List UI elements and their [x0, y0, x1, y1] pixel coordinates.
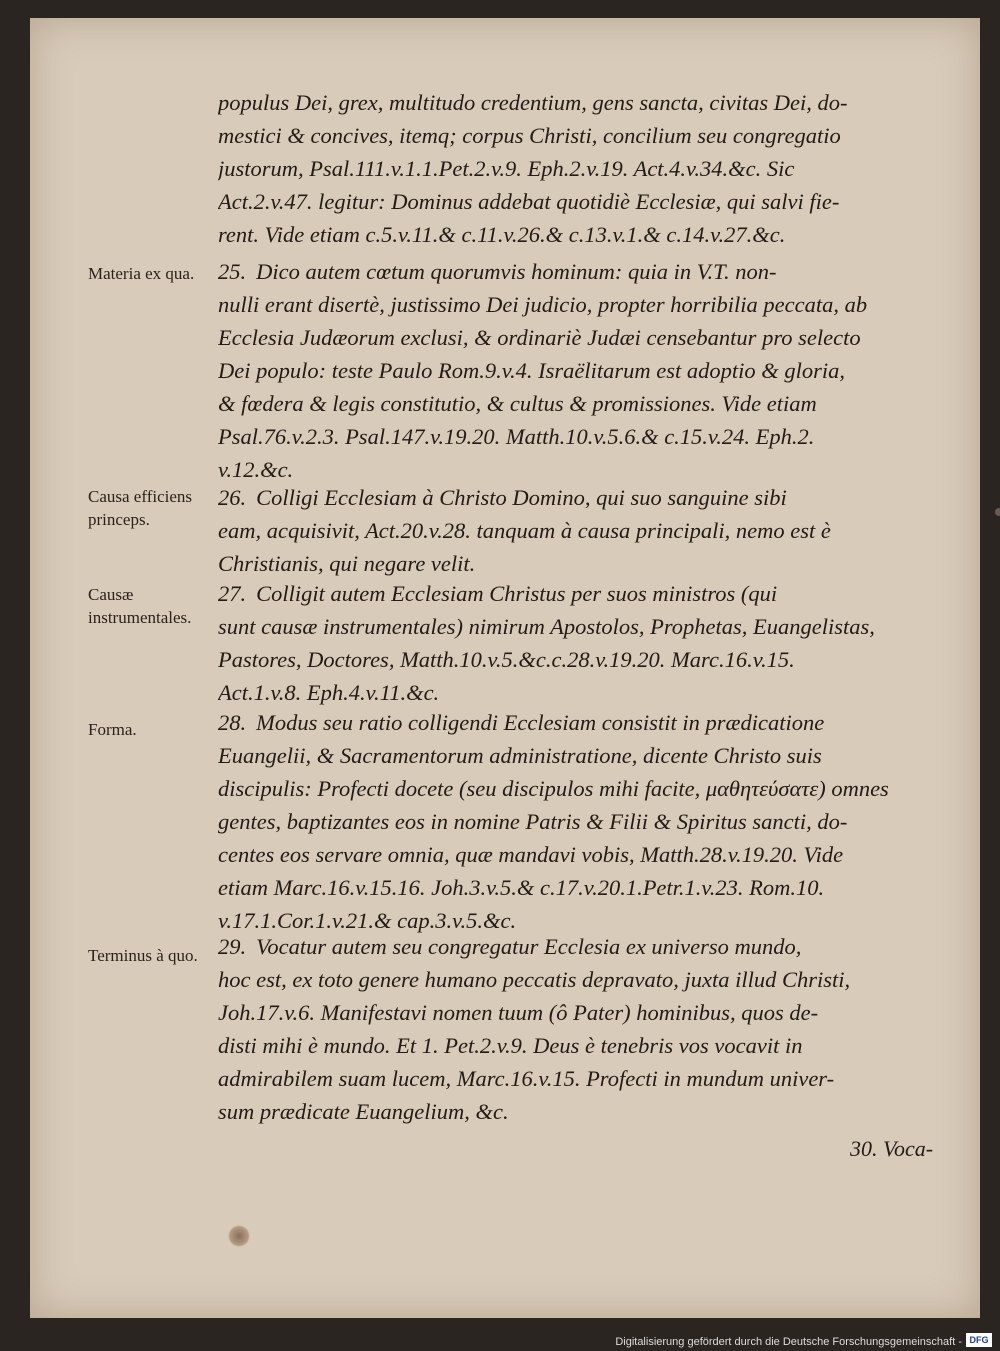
text-line: & fœdera & legis constitutio, & cultus & promissiones. Vide etiam: [218, 391, 817, 416]
text-line-lead: Modus seu ratio colligendi Ecclesiam consistit in prædicatione: [256, 710, 825, 735]
text-line: mestici & concives, itemq; corpus Christi, concilium seu congregatio: [218, 123, 841, 148]
text-line: centes eos servare omnia, quæ mandavi vobis, Matth.28.v.19.20. Vide: [218, 842, 844, 867]
paragraph-28: [218, 706, 938, 937]
text-line: [218, 481, 938, 514]
text-line: eam, acquisivit, Act.20.v.28. tanquam à causa principali, nemo est è: [218, 518, 831, 543]
paragraph-26: [218, 481, 938, 580]
text-line-lead: Dico autem cœtum quorumvis hominum: quia in V.T. non-: [256, 259, 777, 284]
margin-note-forma: Forma.: [88, 720, 137, 739]
text-line: v.17.1.Cor.1.v.21.& cap.3.v.5.&c.: [218, 908, 517, 933]
text-line: sum prædicate Euangelium, &c.: [218, 1099, 509, 1124]
text-line: Christianis, qui negare velit.: [218, 551, 476, 576]
text-line: Joh.17.v.6. Manifestavi nomen tuum (ô Pater) hominibus, quos de-: [218, 1000, 819, 1025]
text-line: populus Dei, grex, multitudo credentium, gens sancta, civitas Dei, do-: [218, 90, 848, 115]
paragraph-27: [218, 577, 938, 709]
paragraph-29: [218, 930, 938, 1128]
text-line: discipulis: Profecti docete (seu discipulos mihi facite, μαθητεύσατε) omnes: [218, 776, 889, 801]
digitization-credit: Digitalisierung gefördert durch die Deutsche Forschungsgemeinschaft -: [615, 1336, 962, 1348]
catchword: 30. Voca-: [850, 1136, 934, 1161]
paragraph-number: 28.: [218, 710, 247, 735]
text-line-lead: Colligit autem Ecclesiam Christus per suos ministros (qui: [256, 581, 778, 606]
paragraph-number: 27.: [218, 581, 247, 606]
text-line: v.12.&c.: [218, 457, 294, 482]
text-line-lead: Vocatur autem seu congregatur Ecclesia ex universo mundo,: [256, 934, 802, 959]
margin-note-materia: Materia ex qua.: [88, 264, 195, 283]
paper-stain: [228, 1225, 250, 1247]
paragraph-25: [218, 255, 938, 486]
text-line: [218, 255, 938, 288]
paragraph-number: 26.: [218, 485, 247, 510]
text-line: [218, 706, 938, 739]
text-line: disti mihi è mundo. Et 1. Pet.2.v.9. Deus è tenebris vos vocavit in: [218, 1033, 803, 1058]
text-line: rent. Vide etiam c.5.v.11.& c.11.v.26.& c.13.v.1.& c.14.v.27.&c.: [218, 222, 786, 247]
text-line: hoc est, ex toto genere humano peccatis depravato, juxta illud Christi,: [218, 967, 851, 992]
text-line: Dei populo: teste Paulo Rom.9.v.4. Israëlitarum est adoptio & gloria,: [218, 358, 846, 383]
text-line: gentes, baptizantes eos in nomine Patris & Filii & Spiritus sancti, do-: [218, 809, 848, 834]
text-line: sunt causæ instrumentales) nimirum Apostolos, Prophetas, Euangelistas,: [218, 614, 875, 639]
dfg-logo-icon: DFG: [966, 1333, 992, 1347]
text-line: nulli erant disertè, justissimo Dei judicio, propter horribilia peccata, ab: [218, 292, 868, 317]
text-line: justorum, Psal.111.v.1.1.Pet.2.v.9. Eph.2.v.19. Act.4.v.34.&c. Sic: [218, 156, 795, 181]
text-line: etiam Marc.16.v.15.16. Joh.3.v.5.& c.17.v.20.1.Petr.1.v.23. Rom.10.: [218, 875, 825, 900]
intro-paragraph: [218, 86, 938, 251]
margin-note-causa-efficiens: Causa efficiens princeps.: [88, 487, 193, 529]
text-line: admirabilem suam lucem, Marc.16.v.15. Profecti in mundum univer-: [218, 1066, 835, 1091]
text-line: Psal.76.v.2.3. Psal.147.v.19.20. Matth.10.v.5.6.& c.15.v.24. Eph.2.: [218, 424, 815, 449]
text-line: [218, 577, 938, 610]
text-line: [218, 930, 938, 963]
paper-speck: [995, 508, 1000, 516]
text-line: Pastores, Doctores, Matth.10.v.5.&c.c.28.v.19.20. Marc.16.v.15.: [218, 647, 795, 672]
text-line: Act.2.v.47. legitur: Dominus addebat quotidiè Ecclesiæ, qui salvi fie-: [218, 189, 840, 214]
text-line-lead: Colligi Ecclesiam à Christo Domino, qui suo sanguine sibi: [256, 485, 787, 510]
text-line: Euangelii, & Sacramentorum administratione, dicente Christo suis: [218, 743, 822, 768]
margin-note-causae-instrumentales: Causæ instrumentales.: [88, 585, 192, 627]
paragraph-number: 29.: [218, 934, 247, 959]
margin-note-terminus: Terminus à quo.: [88, 946, 198, 965]
paragraph-number: 25.: [218, 259, 247, 284]
text-line: Ecclesia Judæorum exclusi, & ordinariè Judæi censebantur pro selecto: [218, 325, 861, 350]
text-line: Act.1.v.8. Eph.4.v.11.&c.: [218, 680, 440, 705]
